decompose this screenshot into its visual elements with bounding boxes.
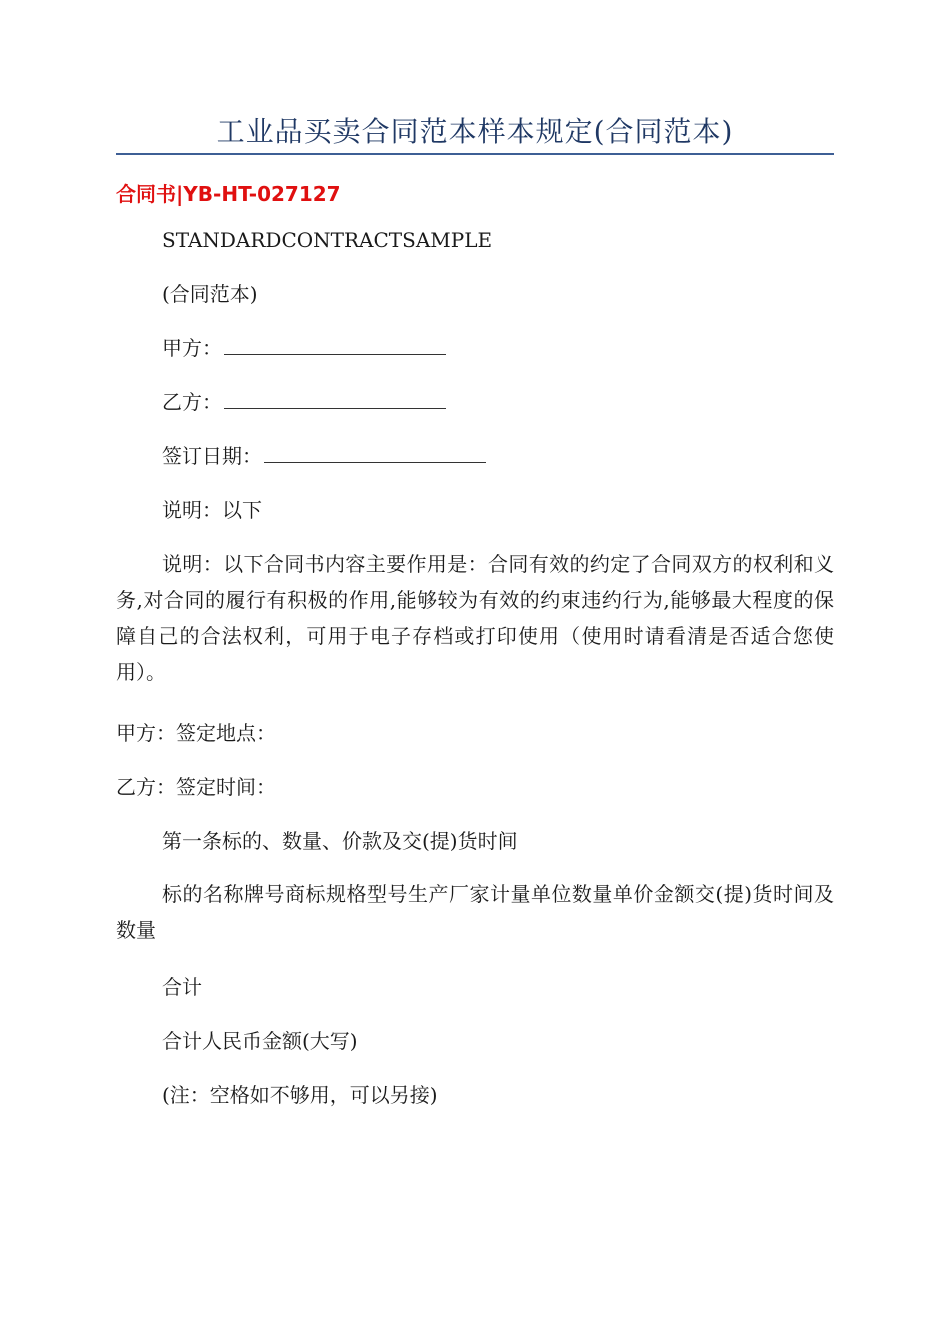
title-divider <box>116 153 834 155</box>
party-b-blank <box>224 390 446 409</box>
total-label: 合计 <box>162 975 202 999</box>
contract-code: 合同书|YB-HT-027127 <box>116 182 341 206</box>
subtitle-english: STANDARDCONTRACTSAMPLE <box>162 228 493 252</box>
footnote: (注：空格如不够用，可以另接) <box>162 1083 438 1107</box>
party-b-label: 乙方： <box>162 390 222 414</box>
party-a-place: 甲方：签定地点： <box>116 721 276 745</box>
document-title: 工业品买卖合同范本样本规定(合同范本) <box>216 115 734 148</box>
subtitle-chinese: (合同范本) <box>162 282 258 306</box>
party-a-label: 甲方： <box>162 336 222 360</box>
party-b-row <box>162 387 446 417</box>
article-1-title: 第一条标的、数量、价款及交(提)货时间 <box>162 829 518 853</box>
sign-date-blank <box>264 444 486 463</box>
party-a-row <box>162 333 446 363</box>
sign-date-label: 签订日期： <box>162 444 262 468</box>
article-1-fields: 标的名称牌号商标规格型号生产厂家计量单位数量单价金额交(提)货时间及数量 <box>116 882 834 942</box>
note-paragraph: 说明：以下合同书内容主要作用是：合同有效的约定了合同双方的权利和义务,对合同的履行有积极的作用,能够较为有效的约束违约行为,能够最大程度的保障自己的合法权利，可用于电子存档或打印使用（使用时请看清是否适合您使用）。 <box>116 552 834 684</box>
note-short: 说明：以下 <box>162 498 262 522</box>
party-b-time: 乙方：签定时间： <box>116 775 276 799</box>
total-rmb-label: 合计人民币金额(大写) <box>162 1029 358 1053</box>
party-a-blank <box>224 336 446 355</box>
sign-date-row <box>162 441 486 471</box>
